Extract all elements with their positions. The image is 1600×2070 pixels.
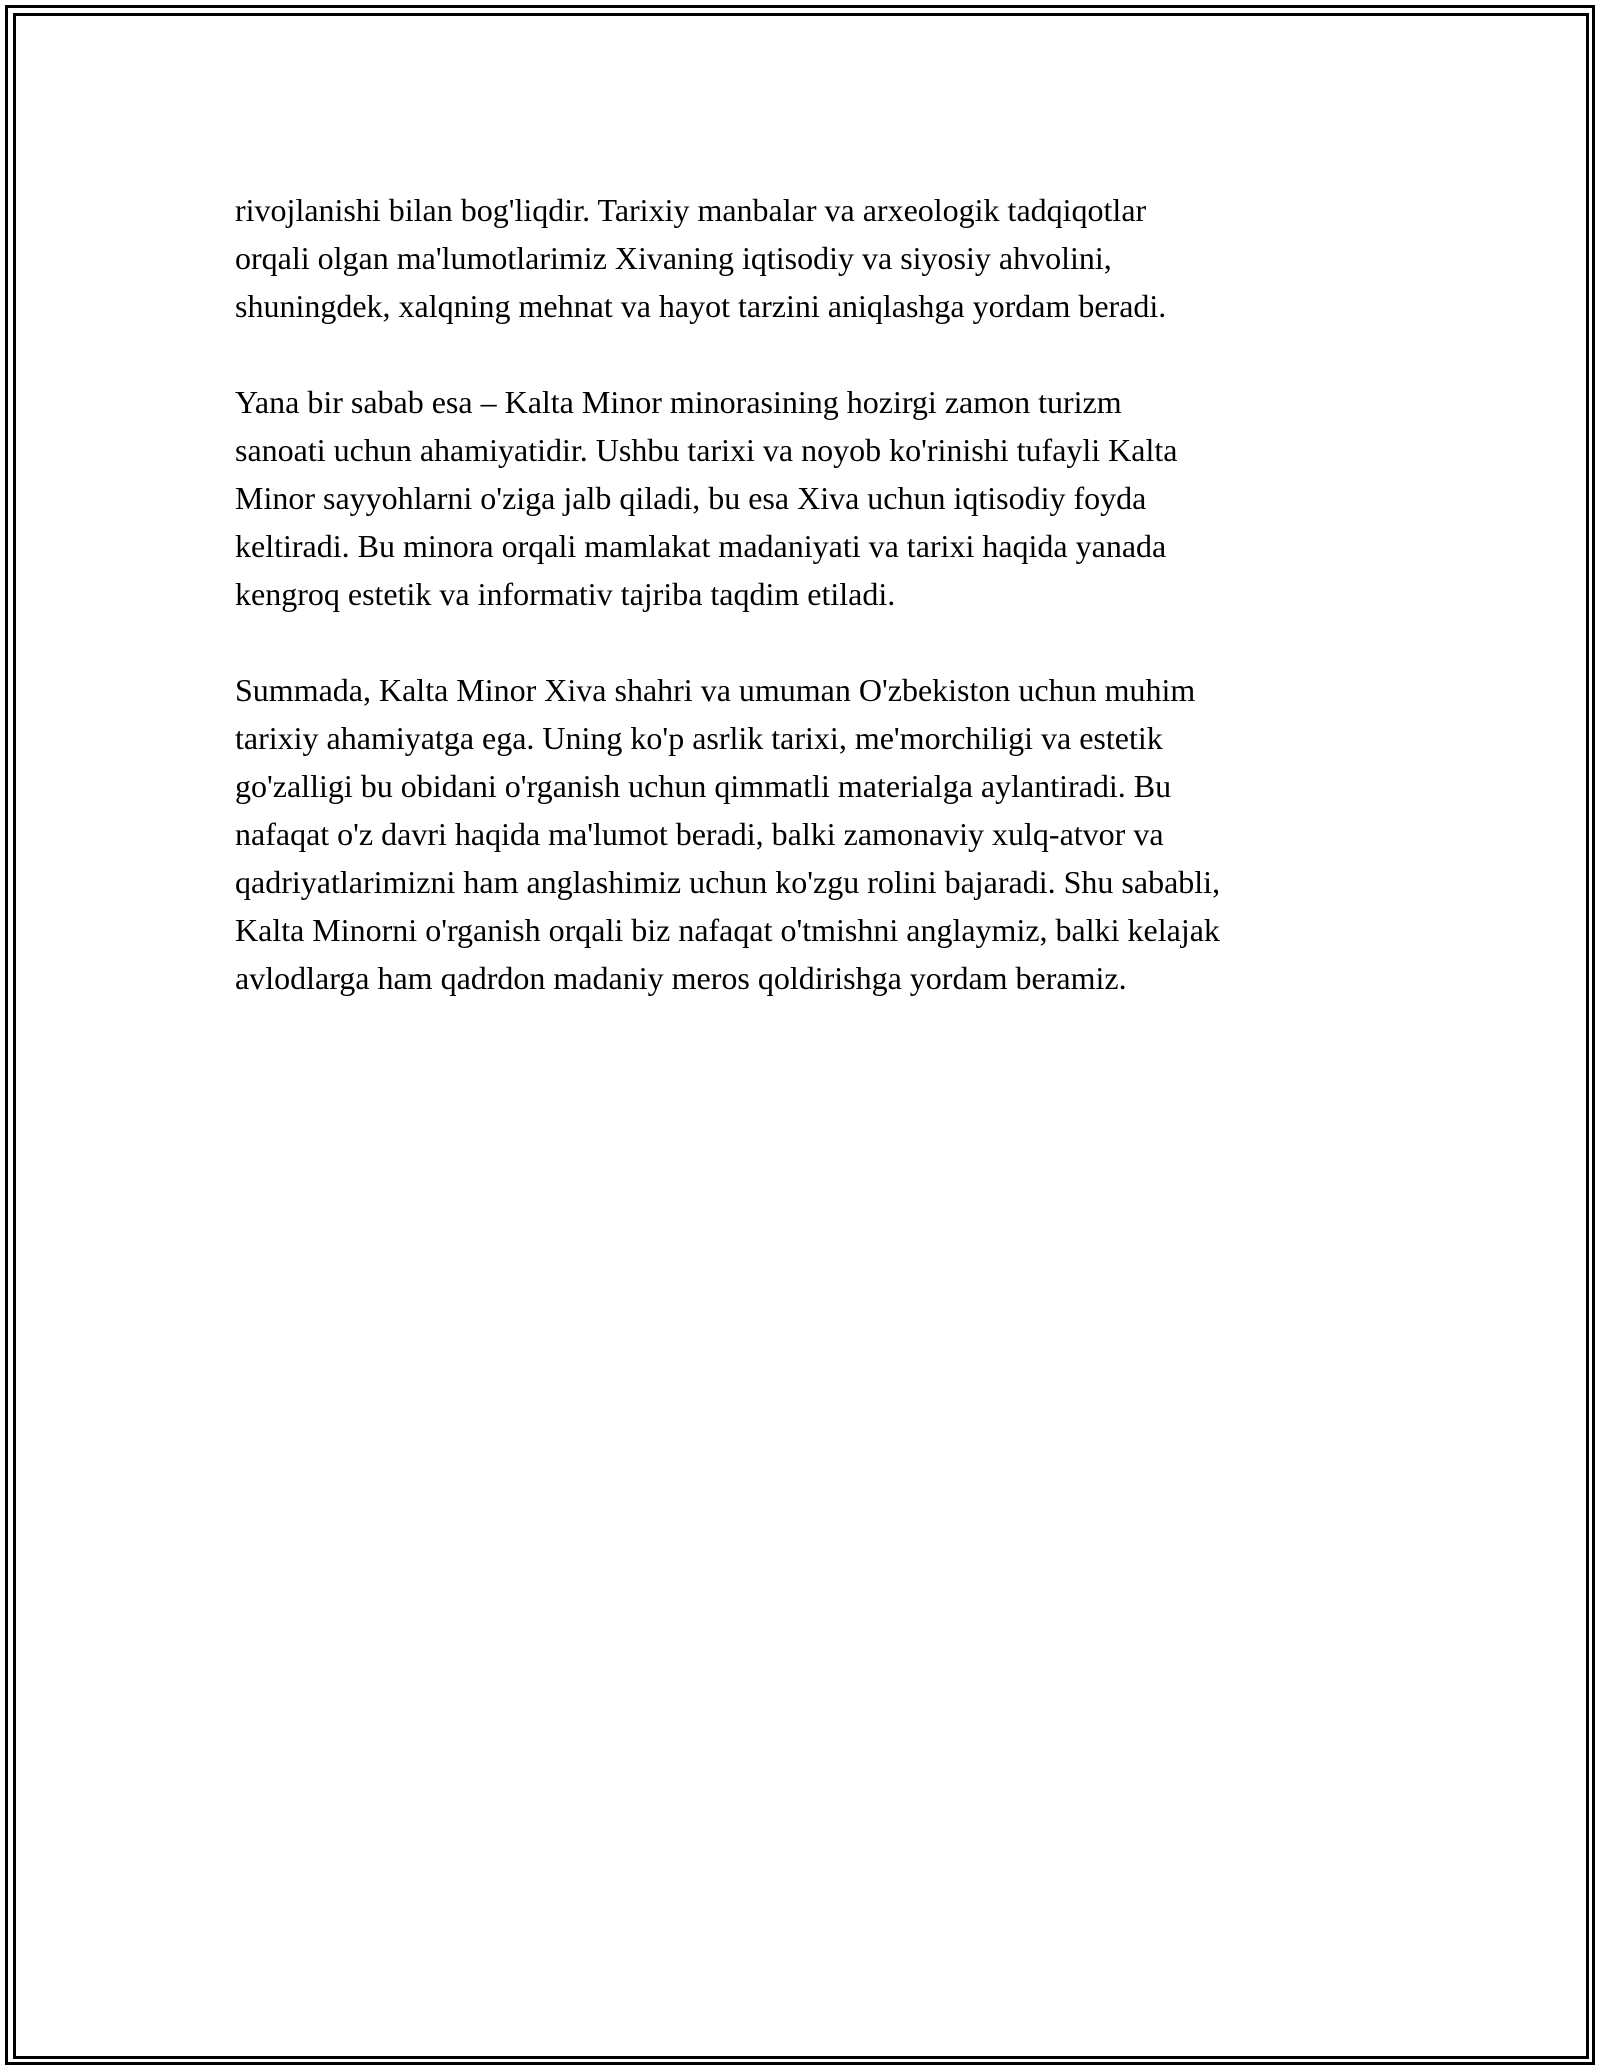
document-body [235,186,1375,1050]
text-line: Minor sayyohlarni o'ziga jalb qiladi, bu esa Xiva uchun iqtisodiy foyda [235,480,1147,516]
text-line: go'zalligi bu obidani o'rganish uchun qimmatli materialga aylantiradi. Bu [235,768,1172,804]
text-line: kengroq estetik va informativ tajriba taqdim etiladi. [235,576,896,612]
text-line: keltiradi. Bu minora orqali mamlakat madaniyati va tarixi haqida yanada [235,528,1167,564]
text-line: shuningdek, xalqning mehnat va hayot tarzini aniqlashga yordam beradi. [235,288,1167,324]
text-line: qadriyatlarimizni ham anglashimiz uchun ko'zgu rolini bajaradi. Shu sababli, [235,864,1221,900]
paragraph-1 [235,186,1375,330]
text-line: tarixiy ahamiyatga ega. Uning ko'p asrlik tarixi, me'morchiligi va estetik [235,720,1163,756]
text-line: Summada, Kalta Minor Xiva shahri va umuman O'zbekiston uchun muhim [235,672,1196,708]
text-line: Kalta Minorni o'rganish orqali biz nafaqat o'tmishni anglaymiz, balki kelajak [235,912,1220,948]
text-line: nafaqat o'z davri haqida ma'lumot beradi, balki zamonaviy xulq-atvor va [235,816,1164,852]
paragraph-2 [235,378,1375,618]
text-line: avlodlarga ham qadrdon madaniy meros qoldirishga yordam beramiz. [235,960,1127,996]
text-line: sanoati uchun ahamiyatidir. Ushbu tarixi va noyob ko'rinishi tufayli Kalta [235,432,1178,468]
text-line: rivojlanishi bilan bog'liqdir. Tarixiy manbalar va arxeologik tadqiqotlar [235,192,1147,228]
text-line: Yana bir sabab esa – Kalta Minor minorasining hozirgi zamon turizm [235,384,1122,420]
text-line: orqali olgan ma'lumotlarimiz Xivaning iqtisodiy va siyosiy ahvolini, [235,240,1112,276]
paragraph-3 [235,666,1375,1002]
